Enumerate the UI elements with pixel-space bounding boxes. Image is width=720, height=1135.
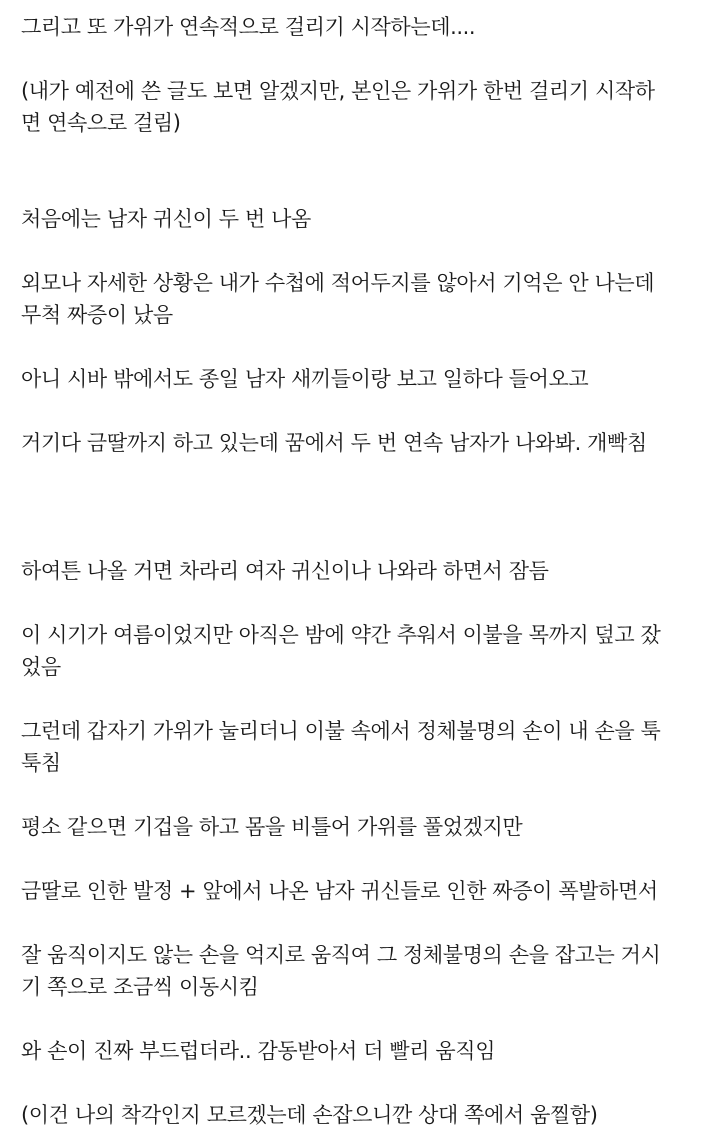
paragraph	[21, 811, 701, 843]
text-line: 었음	[21, 655, 61, 679]
text-line: 이 시기가 여름이었지만 아직은 밤에 약간 추워서 이불을 목까지 덮고 잤	[21, 623, 661, 647]
paragraph	[21, 619, 701, 683]
text-line: 금딸로 인한 발정 + 앞에서 나온 남자 귀신들로 인한 짜증이 폭발하면서	[21, 879, 658, 903]
text-line: 그런데 갑자기 가위가 눌리더니 이불 속에서 정체불명의 손이 내 손을 툭	[21, 719, 661, 743]
paragraph	[21, 555, 701, 587]
paragraph	[21, 715, 701, 779]
paragraph	[21, 875, 701, 907]
paragraph	[21, 1035, 701, 1067]
text-line: 기 쪽으로 조금씩 이동시킴	[21, 975, 259, 999]
text-line: 무척 짜증이 났음	[21, 303, 173, 327]
paragraph	[21, 939, 701, 1003]
paragraph	[21, 203, 701, 235]
text-line: (내가 예전에 쓴 글도 보면 알겠지만, 본인은 가위가 한번 걸리기 시작하	[21, 79, 655, 103]
paragraph	[21, 427, 701, 459]
paragraph	[21, 75, 701, 139]
text-line: 아니 시바 밖에서도 종일 남자 새끼들이랑 보고 일하다 들어오고	[21, 367, 589, 391]
paragraph	[21, 267, 701, 331]
text-line: 와 손이 진짜 부드럽더라.. 감동받아서 더 빨리 움직임	[21, 1039, 496, 1063]
text-line: 그리고 또 가위가 연속적으로 걸리기 시작하는데....	[21, 15, 476, 39]
paragraph	[21, 363, 701, 395]
text-line: 평소 같으면 기겁을 하고 몸을 비틀어 가위를 풀었겠지만	[21, 815, 523, 839]
text-line: 거기다 금딸까지 하고 있는데 꿈에서 두 번 연속 남자가 나와봐. 개빡침	[21, 431, 647, 455]
text-line: 잘 움직이지도 않는 손을 억지로 움직여 그 정체불명의 손을 잡고는 거시	[21, 943, 661, 967]
text-line: 툭침	[21, 751, 61, 775]
text-line: 외모나 자세한 상황은 내가 수첩에 적어두지를 않아서 기억은 안 나는데	[21, 271, 655, 295]
text-line: 면 연속으로 걸림)	[21, 111, 181, 135]
text-line: 처음에는 남자 귀신이 두 번 나옴	[21, 207, 311, 231]
paragraph	[21, 11, 701, 43]
text-line: (이건 나의 착각인지 모르겠는데 손잡으니깐 상대 쪽에서 움찔함)	[21, 1103, 598, 1127]
text-line: 하여튼 나올 거면 차라리 여자 귀신이나 나와라 하면서 잠듬	[21, 559, 549, 583]
paragraph	[21, 1099, 701, 1131]
